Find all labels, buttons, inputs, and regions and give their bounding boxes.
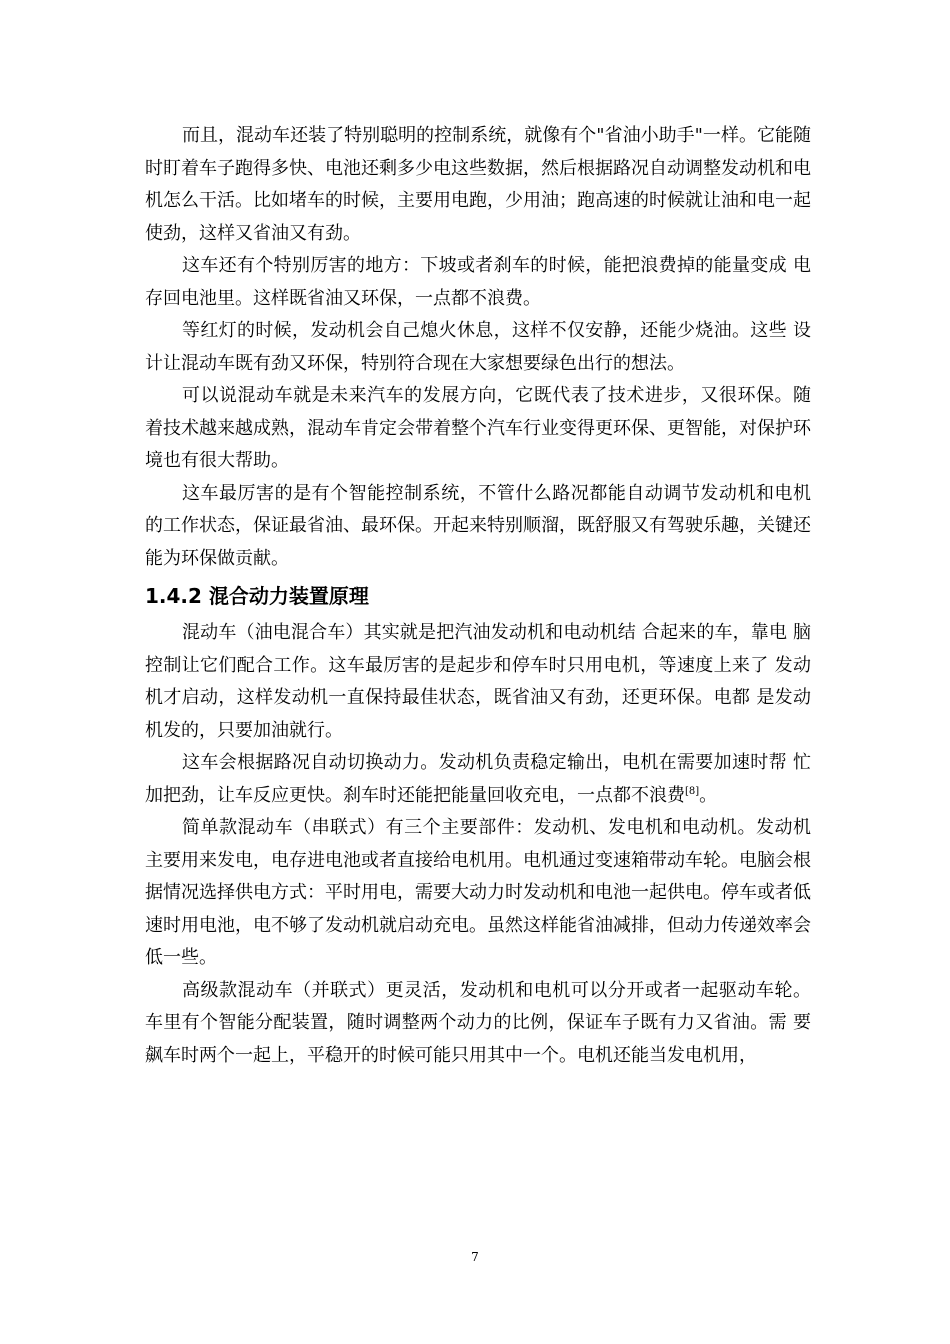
paragraph-smart-control: 这车最厉害的是有个智能控制系统，不管什么路况都能自动调节发动机和电机的工作状态，保证最省油、最环保。开起来特别顺溜，既舒服又有驾驶乐趣，关键还能为环保做贡献。 bbox=[145, 482, 811, 569]
paragraph-series-hybrid: 简单款混动车（串联式）有三个主要部件：发动机、发电机和电动机。发动机主要用来发电，电存进电池或者直接给电机用。电机通过变速箱带动车轮。电脑会根据情况选择供电方式：平时用电，需要大动力时发动机和电池一起供电。停车或者低速时用电池，电不够了发动机就启动充电。虽然这样能省油减排，但动力传递效率会低一些。 bbox=[145, 817, 811, 968]
paragraph-control-system: 而且，混动车还装了特别聪明的控制系统，就像有个"省油小助手"一样。它能随时盯着车子跑得多快、电池还剩多少电这些数据，然后根据路况自动调整发动机和电机怎么干活。比如堵车的时候，主要用电跑，少用油；跑高速的时候就让油和电一起使劲，这样又省油又有劲。 bbox=[145, 125, 811, 244]
citation-reference: [8] bbox=[685, 785, 700, 797]
paragraph-power-switching-end: 。 bbox=[699, 784, 718, 806]
paragraph-power-switching bbox=[145, 747, 811, 812]
paragraph-hybrid-definition: 混动车（油电混合车）其实就是把汽油发动机和电动机结 合起来的车，靠电 脑控制让它们配合工作。这车最厉害的是起步和停车时只用电机，等速度上来了 发动机才启动，这样发动机一直保持最佳状态，既省油又有劲，还更环保。电都 是发动机发的，只要加油就行。 bbox=[145, 622, 811, 741]
paragraph-start-stop: 等红灯的时候，发动机会自己熄火休息，这样不仅安静，还能少烧油。这些 设计让混动车既有劲又环保，特别符合现在大家想要绿色出行的想法。 bbox=[145, 320, 811, 374]
paragraph-parallel-hybrid: 高级款混动车（并联式）更灵活，发动机和电机可以分开或者一起驱动车轮。 车里有个智能分配装置，随时调整两个动力的比例，保证车子既有力又省油。需 要飙车时两个一起上，平稳开的时候可能只用其中一个。电机还能当发电机用， bbox=[145, 979, 811, 1066]
paragraph-future-direction: 可以说混动车就是未来汽车的发展方向，它既代表了技术进步，又很环保。随着技术越来越成熟，混动车肯定会带着整个汽车行业变得更环保、更智能，对保护环境也有很大帮助。 bbox=[145, 385, 811, 471]
page-number: 7 bbox=[471, 1250, 479, 1264]
section-heading: 1.4.2 混合动力装置原理 bbox=[145, 584, 369, 608]
document-body bbox=[145, 120, 811, 1072]
paragraph-power-switching-text: 这车会根据路况自动切换动力。发动机负责稳定输出，电机在需要加速时帮 忙加把劲，让车反应更快。刹车时还能把能量回收充电，一点都不浪费 bbox=[145, 752, 811, 806]
paragraph-regenerative-braking: 这车还有个特别厉害的地方：下坡或者刹车的时候，能把浪费掉的能量变成 电存回电池里。这样既省油又环保，一点都不浪费。 bbox=[145, 255, 811, 309]
